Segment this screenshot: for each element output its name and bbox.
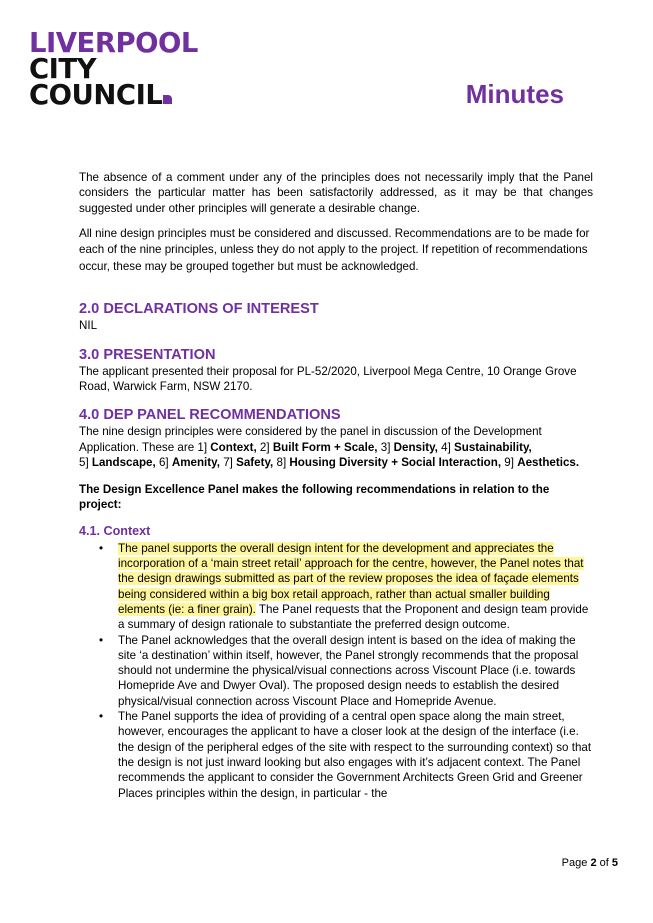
intro-paragraph-2: All nine design principles must be considered and discussed. Recommendations are to be made for each of the nine principles, unless they do not apply to the project. If repetition of recommendations occur, these may be grouped together but must be acknowledged.	[79, 226, 590, 273]
total-pages: 5	[611, 857, 618, 869]
of-label: of	[599, 857, 609, 869]
principle-7-number: 7]	[223, 455, 233, 469]
declarations-text: NIL	[79, 319, 98, 333]
principle-5-number: 5]	[79, 455, 89, 469]
list-item	[79, 633, 593, 709]
document-title: Minutes	[465, 79, 564, 109]
principle-4-name: Sustainability,	[454, 440, 532, 454]
principle-8-number: 8]	[276, 455, 287, 469]
principle-6-name: Amenity,	[171, 455, 220, 469]
list-item	[79, 709, 593, 801]
principle-2-number: 2]	[259, 440, 270, 454]
bullet-icon: •	[99, 710, 104, 724]
intro-paragraph-1: The absence of a comment under any of the principles does not necessarily imply that the Panel considers the particular matter has been satisfactorily addressed, as it may be that changes suggested under other principles will generate a desirable change.	[79, 171, 593, 215]
principle-1-name: Context,	[210, 440, 257, 454]
presentation-heading: 3.0 PRESENTATION	[79, 346, 216, 363]
context-heading: 4.1. Context	[79, 523, 151, 538]
principle-7-name: Safety,	[236, 455, 274, 469]
liverpool-city-council-logo	[29, 27, 198, 111]
page-label: Page	[561, 857, 588, 869]
principle-6-number: 6]	[158, 455, 169, 469]
list-item-text: The Panel requests that the Proponent and design team provide a summary of design rationale to substantiate the preferred design outcome.	[118, 602, 589, 632]
panel-statement: The Design Excellence Panel makes the following recommendations in relation to the project:	[79, 483, 550, 512]
principle-5-name: Landscape,	[91, 455, 156, 469]
principle-3-number: 3]	[380, 440, 391, 454]
logo-line-city: CITY	[29, 53, 97, 85]
principle-1-number: 1]	[197, 440, 208, 454]
principle-8-name: Housing Diversity + Social Interaction,	[289, 455, 502, 469]
principle-3-name: Density,	[393, 440, 438, 454]
logo-line-council	[29, 79, 198, 111]
bullet-icon: •	[99, 541, 104, 555]
bullet-icon: •	[99, 633, 104, 647]
principles-paragraph	[79, 424, 593, 470]
principle-4-number: 4]	[441, 440, 451, 454]
list-item-text: The Panel acknowledges that the overall design intent is based on the idea of making the site ‘a destination’ within itself, however, the Panel strongly recommends that the proposal should not undermine the physical/visual connections across Viscount Place (i.e. towards Homepride Ave and Dwyer Oval). The proposed design needs to establish the desired physical/visual connection across Viscount Place and Homepride Avenue.	[118, 633, 579, 708]
list-item	[79, 541, 593, 633]
highlighted-text: The panel supports the overall design intent for the development and appreciates the incorporation of a ‘main street retail’ approach for the centre, however, the Panel notes that the design drawings submitted as part of the review proposes the idea of façade elements being considered within a big box retail approach, rather than actual smaller building elements (ie: a finer grain).	[118, 541, 584, 616]
logo-mark-icon	[163, 95, 172, 104]
context-list	[79, 541, 593, 801]
logo-council-text: COUNCIL	[29, 79, 163, 111]
principle-9-number: 9]	[504, 455, 514, 469]
current-page: 2	[590, 857, 597, 869]
document-body	[79, 170, 593, 801]
page-number	[562, 857, 618, 869]
list-item-text: The Panel supports the idea of providing of a central open space along the main street, however, encourages the applicant to have a closer look at the design of the interface (i.e. the design of the peripheral edges of the site with respect to the surrounding context) so that the design is not just inward looking but also engages with it’s adjacent context. The Panel recommends the applicant to consider the Government Architects Green Grid and Greener Places principles within the design, in particular - the	[118, 710, 592, 800]
principle-2-name: Built Form + Scale,	[272, 440, 378, 454]
principle-9-name: Aesthetics.	[517, 455, 580, 469]
declarations-heading: 2.0 DECLARATIONS OF INTEREST	[79, 301, 319, 318]
recommendations-heading: 4.0 DEP PANEL RECOMMENDATIONS	[79, 407, 341, 424]
presentation-text: The applicant presented their proposal for PL-52/2020, Liverpool Mega Centre, 10 Orange Grove Road, Warwick Farm, NSW 2170.	[79, 364, 577, 393]
logo-line-liverpool: LIVERPOOL	[29, 27, 198, 59]
principles-intro: The nine design principles were considered by the panel in discussion of the Development Application. These are	[79, 425, 542, 454]
